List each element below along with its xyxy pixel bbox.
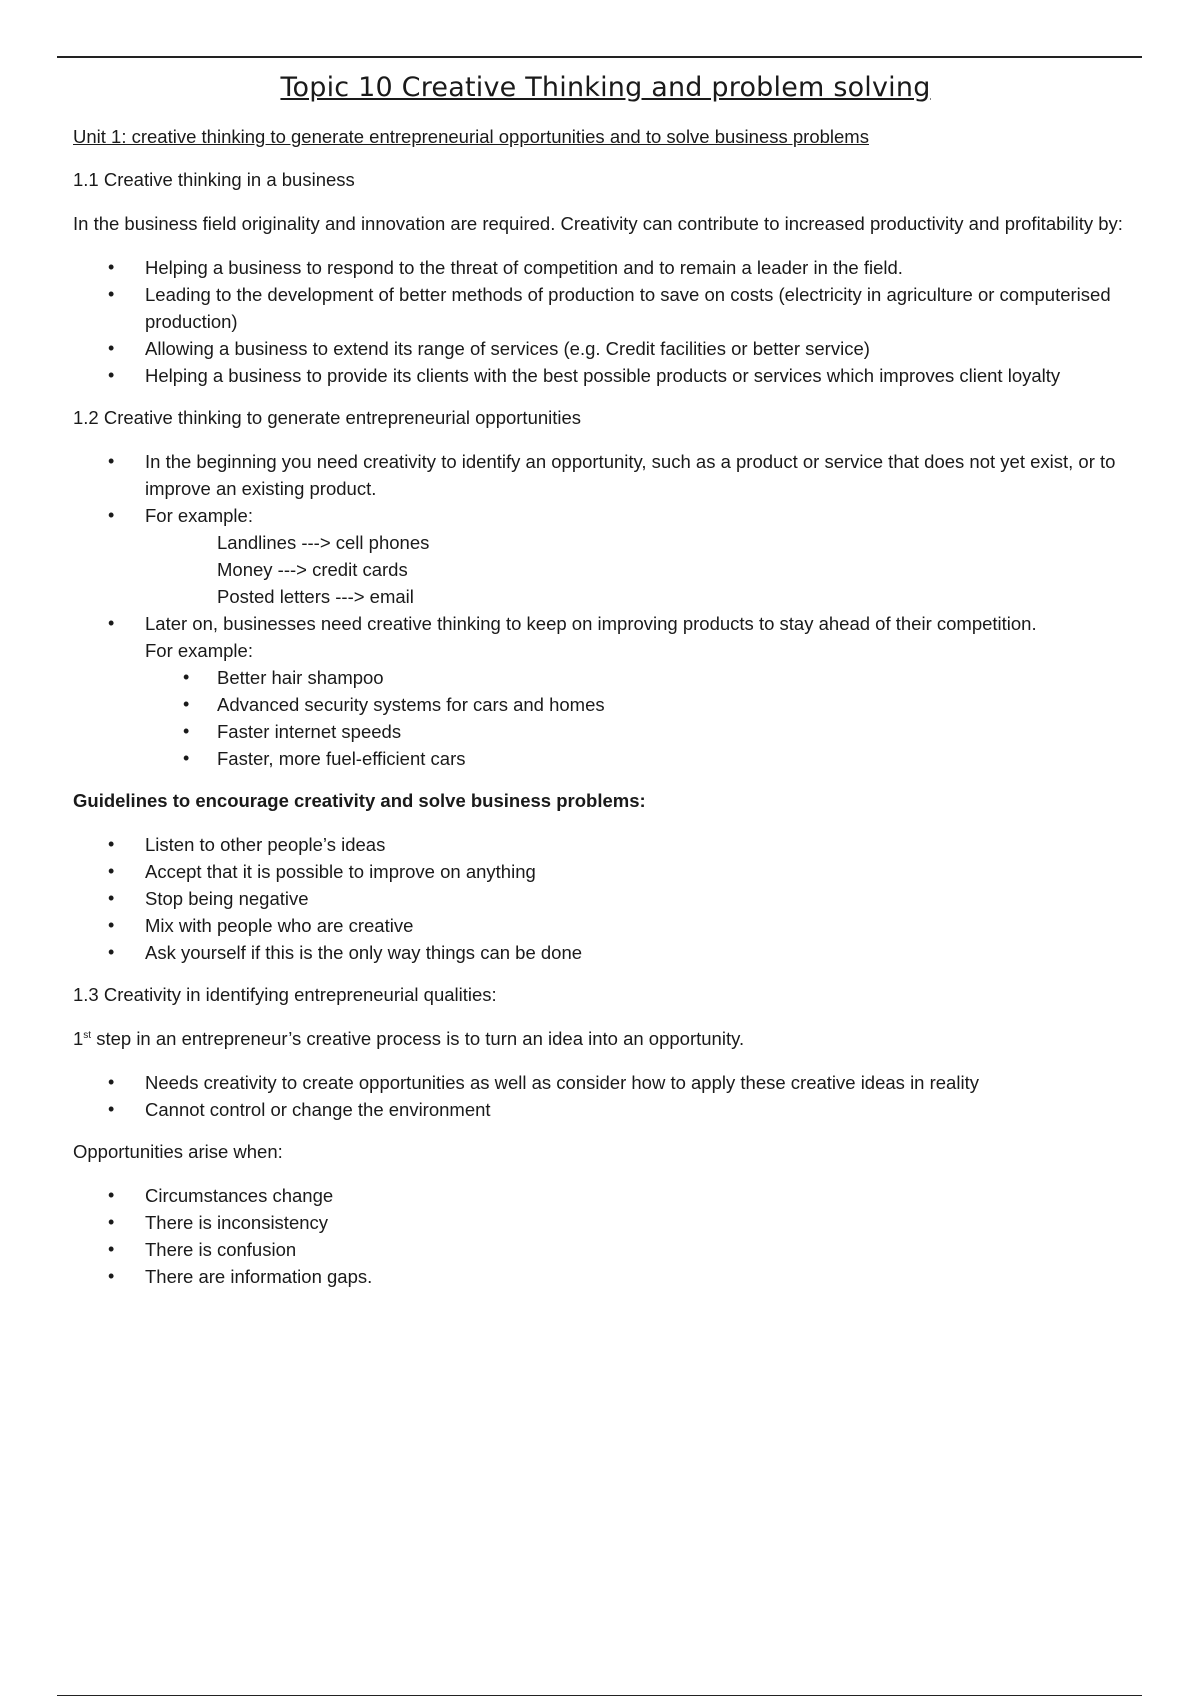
document-title: Topic 10 Creative Thinking and problem solving bbox=[280, 72, 931, 103]
section-1-2-heading: 1.2 Creative thinking to generate entrepreneurial opportunities bbox=[73, 407, 582, 428]
list-item: • Helping a business to provide its clients with the best possible products or services which improves client loyalty bbox=[73, 362, 1138, 389]
step-text: step in an entrepreneur’s creative process is to turn an idea into an opportunity. bbox=[91, 1028, 745, 1049]
section-1-3-list bbox=[73, 1069, 1138, 1123]
section-1-2-list bbox=[73, 448, 1138, 772]
section-1-1-list bbox=[73, 254, 1138, 389]
top-rule bbox=[57, 56, 1142, 58]
list-item: • Leading to the development of better methods of production to save on costs (electricity in agriculture or computerised production) bbox=[73, 281, 1138, 335]
list-item: • Cannot control or change the environment bbox=[73, 1096, 1138, 1123]
list-item: • There is confusion bbox=[73, 1236, 1138, 1263]
list-item-line: • Later on, businesses need creative thinking to keep on improving products to stay ahead of their competition. bbox=[145, 613, 1037, 634]
list-item bbox=[73, 610, 1138, 772]
guidelines-heading: Guidelines to encourage creativity and solve business problems: bbox=[73, 790, 646, 811]
section-1-1-heading: 1.1 Creative thinking in a business bbox=[73, 169, 355, 190]
examples-block bbox=[145, 529, 1138, 610]
bottom-rule bbox=[57, 1695, 1142, 1696]
sub-list bbox=[145, 664, 1138, 772]
list-item-label: For example: bbox=[145, 505, 253, 526]
opportunities-list bbox=[73, 1182, 1138, 1290]
example-line: Money ---> credit cards bbox=[217, 559, 408, 580]
sub-list-item: • Better hair shampoo bbox=[145, 664, 1138, 691]
unit-heading: Unit 1: creative thinking to generate entrepreneurial opportunities and to solve business problems bbox=[73, 126, 869, 147]
list-item: • Stop being negative bbox=[73, 885, 1138, 912]
document-page bbox=[73, 66, 1138, 1305]
list-item: • Circumstances change bbox=[73, 1182, 1138, 1209]
list-item: • Accept that it is possible to improve on anything bbox=[73, 858, 1138, 885]
sub-list-item: • Faster, more fuel-efficient cars bbox=[145, 745, 1138, 772]
list-item: • Helping a business to respond to the threat of competition and to remain a leader in the field. bbox=[73, 254, 1138, 281]
list-item: • Allowing a business to extend its range of services (e.g. Credit facilities or better service) bbox=[73, 335, 1138, 362]
list-item: • There is inconsistency bbox=[73, 1209, 1138, 1236]
sub-list-item: • Faster internet speeds bbox=[145, 718, 1138, 745]
list-item: • Needs creativity to create opportunities as well as consider how to apply these creative ideas in reality bbox=[73, 1069, 1138, 1096]
sub-list-item: • Advanced security systems for cars and homes bbox=[145, 691, 1138, 718]
step-number: 1 bbox=[73, 1028, 84, 1049]
list-item: • There are information gaps. bbox=[73, 1263, 1138, 1290]
example-line: Posted letters ---> email bbox=[217, 586, 414, 607]
section-1-1-intro: In the business field originality and innovation are required. Creativity can contribute to increased productivity and profitability by: bbox=[73, 213, 1123, 234]
list-item-line: For example: bbox=[145, 640, 253, 661]
list-item: • Listen to other people’s ideas bbox=[73, 831, 1138, 858]
list-item: • In the beginning you need creativity to identify an opportunity, such as a product or service that does not yet exist, or to improve an existing product. bbox=[73, 448, 1138, 502]
section-1-3-step bbox=[73, 1025, 1138, 1052]
step-ordinal-suffix: st bbox=[83, 1029, 92, 1041]
opportunities-heading: Opportunities arise when: bbox=[73, 1141, 283, 1162]
list-item bbox=[73, 502, 1138, 610]
guidelines-list bbox=[73, 831, 1138, 966]
section-1-3-heading: 1.3 Creativity in identifying entrepreneurial qualities: bbox=[73, 984, 497, 1005]
list-item: • Ask yourself if this is the only way things can be done bbox=[73, 939, 1138, 966]
list-item: • Mix with people who are creative bbox=[73, 912, 1138, 939]
example-line: Landlines ---> cell phones bbox=[217, 532, 430, 553]
